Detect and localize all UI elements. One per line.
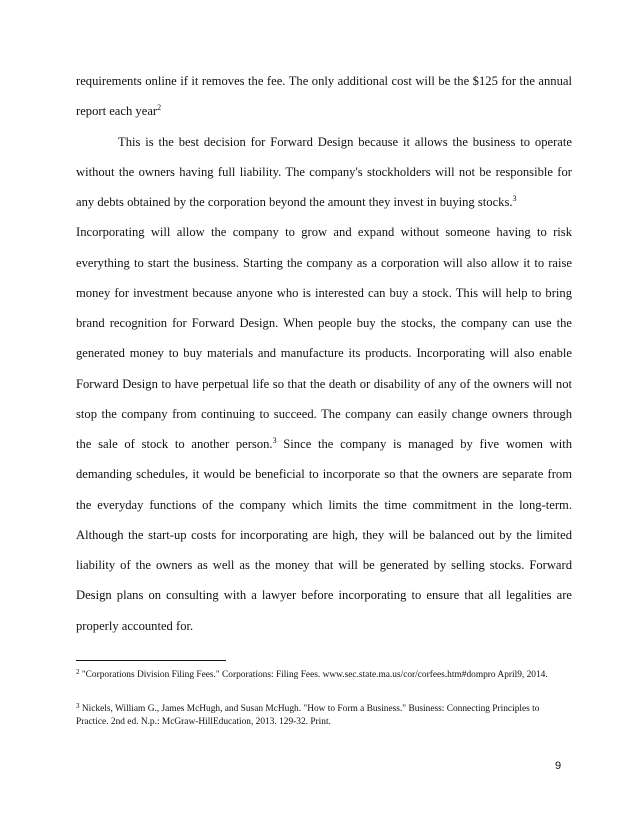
body-line: without the owners having full liability. The company's stockholders will not be responsible for — [76, 164, 572, 179]
body-line: generated money to buy materials and manufacture its products. Incorporating will also enable — [76, 346, 572, 361]
body-line: requirements online if it removes the fee. The only additional cost will be the $125 for the annual — [76, 74, 572, 88]
footnote-ref: 2 — [157, 103, 162, 113]
body-line: liability of the owners as well as the money that will be generated by selling stocks. Forward — [76, 558, 572, 572]
body-line: demanding schedules, it would be beneficial to incorporate so that the owners are separate from — [76, 467, 572, 482]
body-line: This is the best decision for Forward Design because it allows the business to operate — [118, 134, 572, 149]
footnote-ref: 3 — [512, 194, 517, 203]
body-line: Although the start-up costs for incorporating are high, they will be balanced out by the limited — [76, 527, 572, 542]
body-line: Forward Design to have perpetual life so that the death or disability of any of the owners will not — [76, 376, 572, 391]
body-text — [76, 66, 572, 641]
body-line: money for investment because anyone who is interested can buy a stock. This will help to bring — [76, 285, 572, 300]
body-line: Incorporating will allow the company to grow and expand without someone having to risk — [76, 225, 572, 240]
footnote-mark: 3 — [76, 702, 80, 710]
body-line: the everyday functions of the company which limits the time commitment in the long-term. — [76, 497, 572, 512]
body-line: brand recognition for Forward Design. When people buy the stocks, the company can use the — [76, 316, 572, 330]
body-line: Design plans on consulting with a lawyer before incorporating to ensure that all legalities are — [76, 588, 572, 603]
footnote-line: Practice. 2nd ed. N.p.: McGraw-HillEducation, 2013. 129-32. Print. — [76, 716, 331, 727]
body-line: everything to start the business. Starting the company as a corporation will also allow it to raise — [76, 255, 572, 270]
footnote-ref: 3 — [272, 436, 277, 445]
body-line: properly accounted for. — [76, 618, 194, 633]
footnote-2: $^3$ Nickels, William G., James McHugh, and Susan McHugh. "How to Form a Business." Business: Connecting Principles to Practice. 2nd ed. N.p.: McGraw-HillEducation, 2013. 129-32. Print. — [76, 703, 576, 728]
footnote-mark: 2 — [76, 668, 80, 676]
page-number: 9 — [555, 760, 562, 772]
body-line: the sale of stock to another person.$^3$ Since the company is managed by five women with — [76, 436, 573, 451]
body-line: report each year$^2$ — [76, 103, 162, 119]
footnote-1: $^2$ "Corporations Division Filing Fees." Corporations: Filing Fees. www.sec.state.ma.us/cor/corfees.htm#dompro April9, 2014. — [76, 668, 548, 680]
footnote-separator — [76, 660, 226, 661]
body-line: stop the company from continuing to succeed. The company can easily change owners through — [76, 406, 572, 421]
body-line: any debts obtained by the corporation beyond the amount they invest in buying stocks.$^3$ — [76, 194, 517, 209]
